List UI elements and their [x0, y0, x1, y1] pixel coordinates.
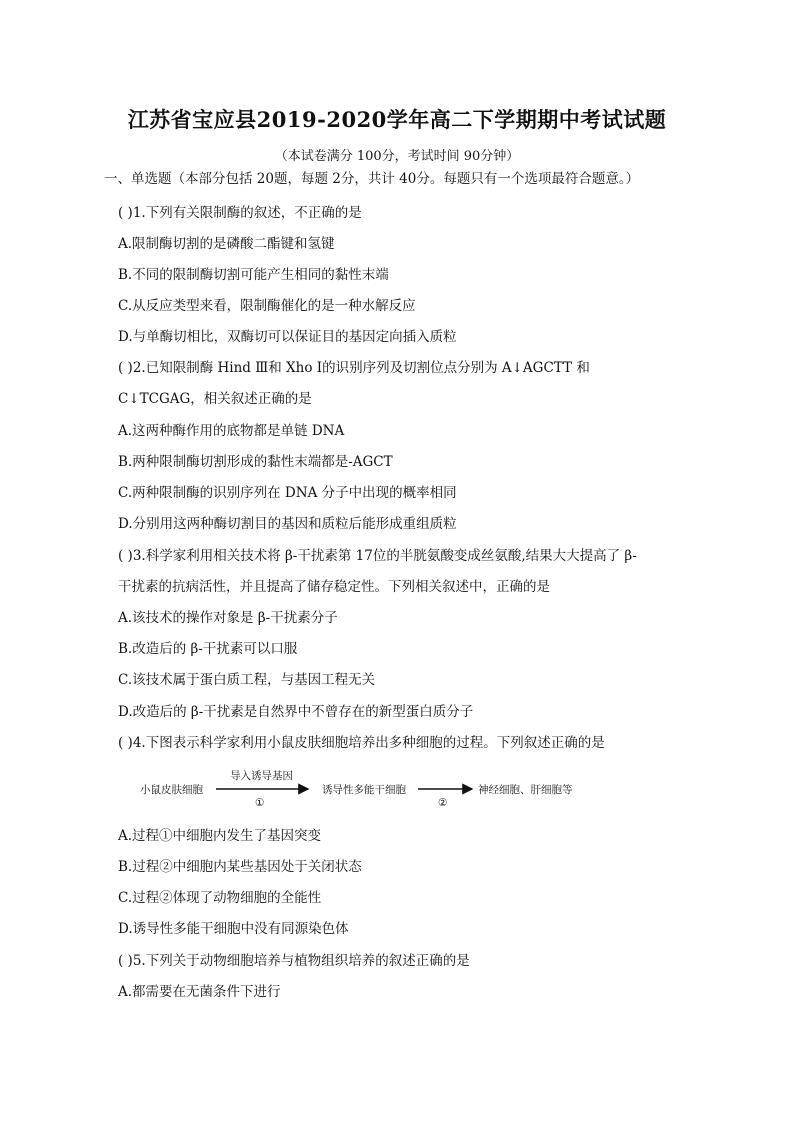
question-5-option-a: A.都需要在无菌条件下进行: [118, 984, 281, 1000]
diagram-arrow1-label: 导入诱导基因: [230, 770, 293, 782]
page-title: 江苏省宝应县2019-2020学年高二下学期期中考试试题: [127, 107, 667, 132]
question-3-option-a: A.该技术的操作对象是 β-干扰素分子: [118, 610, 338, 626]
question-3-option-b: B.改造后的 β-干扰素可以口服: [118, 641, 298, 657]
question-2-stem: ( )2.已知限制酶 Hind Ⅲ和 Xho Ⅰ的识别序列及切割位点分别为 A↓AGCTT 和: [118, 360, 590, 376]
question-1-option-d: D.与单酶切相比，双酶切可以保证目的基因定向插入质粒: [118, 329, 457, 345]
diagram-step2-marker: ②: [438, 797, 448, 809]
exam-info: （本试卷满分 100分，考试时间 90分钟）: [274, 149, 520, 164]
question-4-option-d: D.诱导性多能干细胞中没有同源染色体: [118, 921, 349, 937]
question-3-stem-continued: 干扰素的抗病活性，并且提高了储存稳定性。下列相关叙述中，正确的是: [118, 579, 550, 595]
question-4-stem: ( )4.下图表示科学家利用小鼠皮肤细胞培养出多种细胞的过程。下列叙述正确的是: [118, 735, 605, 751]
process-diagram: [138, 768, 588, 818]
question-4-option-b: B.过程②中细胞内某些基因处于关闭状态: [118, 859, 362, 875]
question-2-option-b: B.两种限制酶切割形成的黏性末端都是-AGCT: [118, 454, 393, 470]
diagram-end-label: 神经细胞、肝细胞等: [478, 784, 573, 796]
question-2-option-d: D.分别用这两种酶切割目的基因和质粒后能形成重组质粒: [118, 516, 457, 532]
question-2-option-c: C.两种限制酶的识别序列在 DNA 分子中出现的概率相同: [118, 485, 457, 501]
question-1-option-c: C.从反应类型来看，限制酶催化的是一种水解反应: [118, 298, 416, 314]
question-4-option-c: C.过程②体现了动物细胞的全能性: [118, 890, 322, 906]
question-3-option-d: D.改造后的 β-干扰素是自然界中不曾存在的新型蛋白质分子: [118, 704, 474, 720]
diagram-middle-label: 诱导性多能干细胞: [322, 784, 406, 796]
question-2-option-a: A.这两种酶作用的底物都是单链 DNA: [118, 423, 345, 439]
diagram-start-label: 小鼠皮肤细胞: [140, 784, 203, 796]
question-1-option-a: A.限制酶切割的是磷酸二酯键和氢键: [118, 236, 335, 252]
question-4-option-a: A.过程①中细胞内发生了基因突变: [118, 828, 322, 844]
question-1-option-b: B.不同的限制酶切割可能产生相同的黏性末端: [118, 267, 389, 283]
question-5-stem: ( )5.下列关于动物细胞培养与植物组织培养的叙述正确的是: [118, 953, 470, 969]
question-2-stem-continued: C↓TCGAG，相关叙述正确的是: [118, 391, 312, 407]
diagram-step1-marker: ①: [255, 797, 265, 809]
section-heading: 一、单选题（本部分包括 20题，每题 2分，共计 40分。每题只有一个选项最符合题意。）: [104, 171, 640, 187]
question-3-stem: ( )3.科学家利用相关技术将 β-干扰素第 17位的半胱氨酸变成丝氨酸,结果大大提高了 β-: [118, 548, 637, 564]
question-1-stem: ( )1.下列有关限制酶的叙述，不正确的是: [118, 205, 362, 221]
question-3-option-c: C.该技术属于蛋白质工程，与基因工程无关: [118, 672, 376, 688]
